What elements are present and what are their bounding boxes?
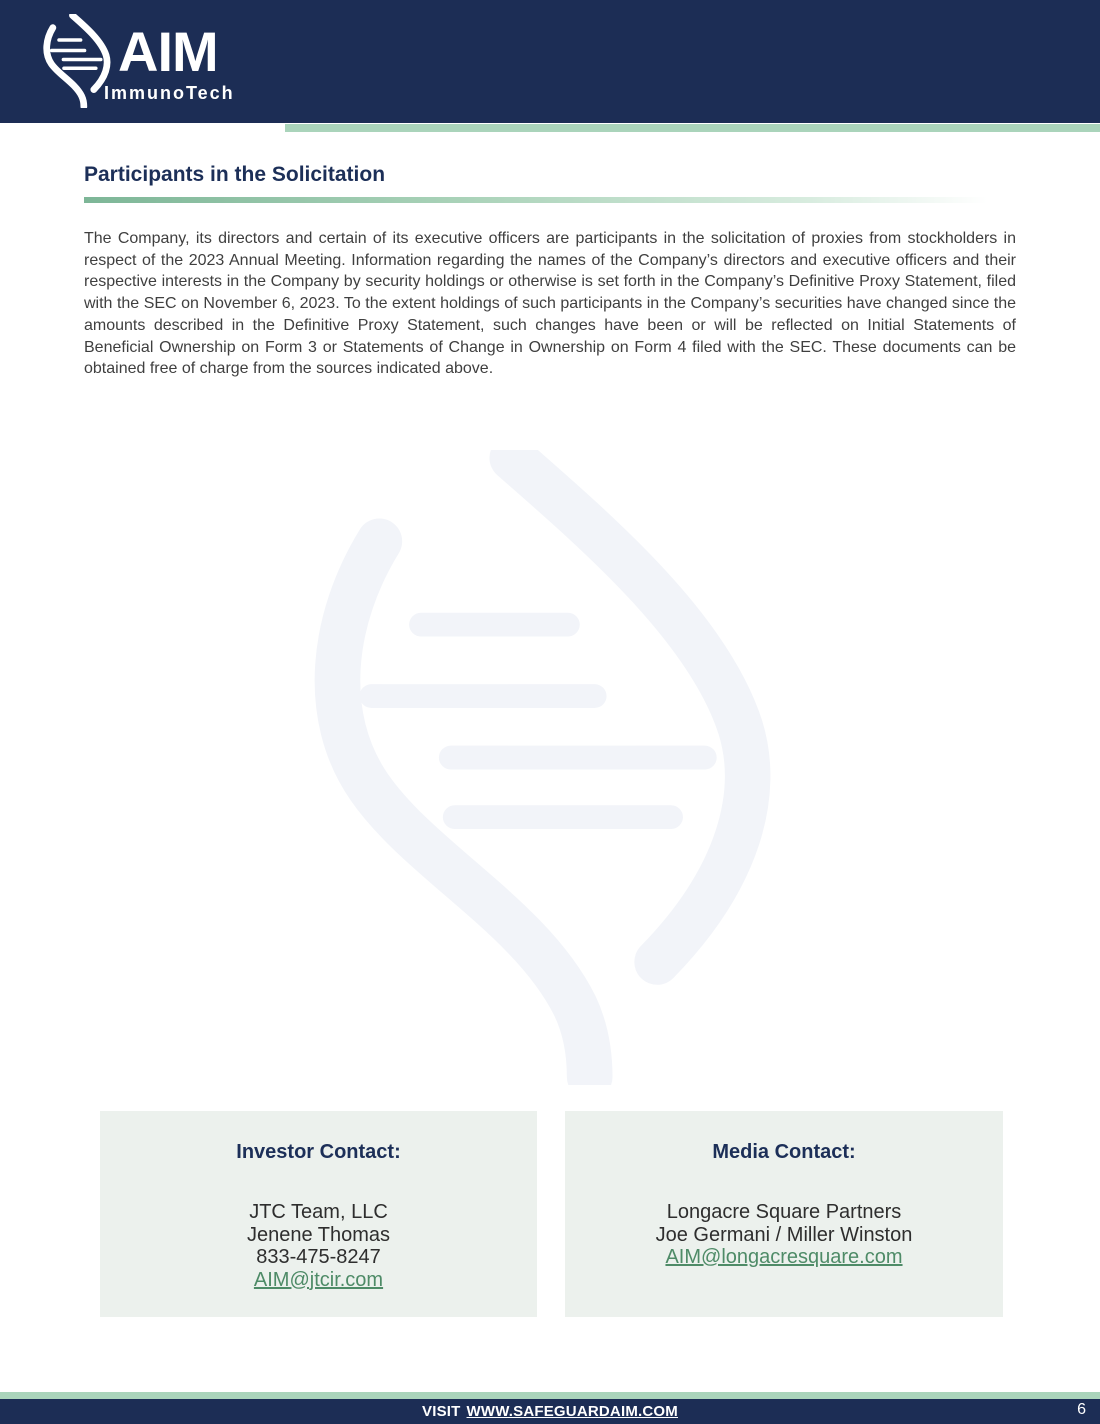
header-bar xyxy=(0,0,1100,123)
footer-accent-bar xyxy=(0,1392,1100,1399)
investor-contact-title: Investor Contact: xyxy=(236,1141,401,1163)
investor-name-line: Jenene Thomas xyxy=(246,1223,391,1246)
footer-bar xyxy=(0,1399,1100,1424)
header-accent-bar xyxy=(285,124,1100,132)
investor-email-link[interactable]: AIM@jtcir.com xyxy=(253,1268,384,1291)
media-company-line: Longacre Square Partners xyxy=(666,1201,902,1223)
company-logo xyxy=(0,0,260,123)
dna-watermark-icon xyxy=(290,450,810,1085)
media-contact-card xyxy=(565,1111,1003,1317)
section-title: Participants in the Solicitation xyxy=(84,163,386,186)
media-email-link[interactable]: AIM@longacresquare.com xyxy=(665,1246,903,1268)
body-paragraph: The Company, its directors and certain of its executive officers are participants in the solicitation of proxies from stockholders in respect of the 2023 Annual Meeting. Information regarding the names of the Company’s directors and executive officers and their respective interests in the Company by security holdings or otherwise is set forth in the Company’s Definitive Proxy Statement, filed with the SEC on November 6, 2023. To the extent holdings of such participants in the Company’s securities have changed since the amounts described in the Definitive Proxy Statement, such changes have been or will be reflected on Initial Statements of Beneficial Ownership on Form 3 or Statements of Change in Ownership on Form 4 filed with the SEC. These documents can be obtained free of charge from the sources indicated above. xyxy=(84,230,1016,378)
investor-contact-card xyxy=(100,1111,537,1317)
footer-visit-label: VISIT xyxy=(422,1403,461,1420)
logo-sub-text: ImmunoTech xyxy=(104,83,235,103)
media-names-line: Joe Germani / Miller Winston xyxy=(655,1223,913,1246)
title-underline xyxy=(84,197,1015,203)
investor-company-line: JTC Team, LLC xyxy=(249,1201,388,1223)
footer-visit-line xyxy=(0,1399,1100,1424)
investor-phone-line: 833-475-8247 xyxy=(256,1246,381,1268)
logo-brand-text: AIM xyxy=(118,20,218,83)
footer-url-link[interactable]: WWW.SAFEGUARDAIM.COM xyxy=(466,1403,678,1420)
page-number: 6 xyxy=(1077,1401,1086,1418)
media-contact-title: Media Contact: xyxy=(712,1141,856,1163)
